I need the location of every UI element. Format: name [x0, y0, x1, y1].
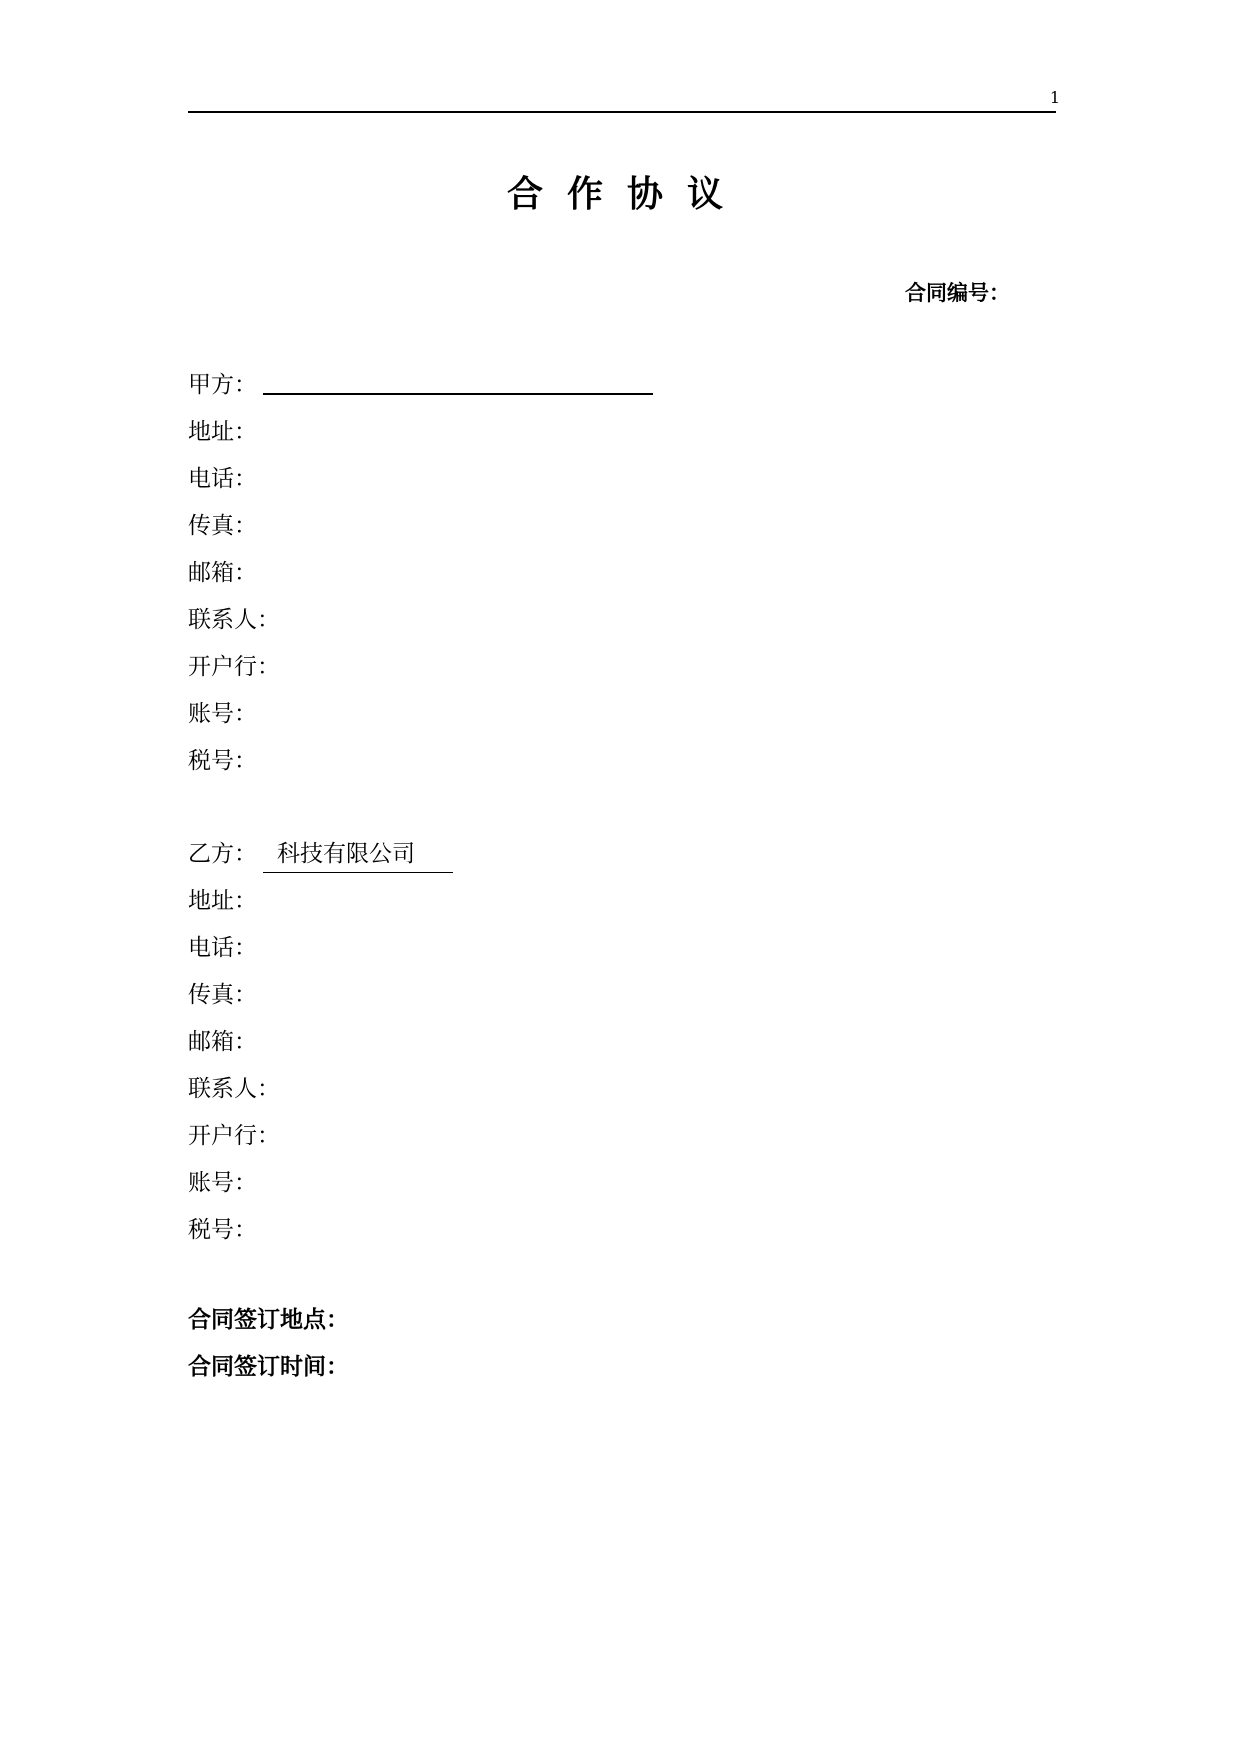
party-b-account-label: 账号： [188, 1170, 257, 1196]
party-b-block [188, 834, 1056, 1257]
party-a-bank-label: 开户行： [188, 654, 280, 680]
signing-place-label: 合同签订地点： [188, 1307, 349, 1333]
party-a-name-blank [263, 365, 653, 395]
party-a-address-label: 地址： [188, 419, 257, 445]
party-b-phone-label: 电话： [188, 935, 257, 961]
party-b-email-label: 邮箱： [188, 1029, 257, 1055]
signing-block [188, 1300, 349, 1394]
header-rule [188, 111, 1056, 113]
party-a-fax-label: 传真： [188, 513, 257, 539]
party-b-name-label: 乙方： [188, 841, 257, 867]
party-a-name-label: 甲方： [188, 372, 257, 398]
contract-number-label: 合同编号： [905, 281, 1010, 305]
page-number: 1 [1049, 88, 1060, 107]
party-a-name-row [188, 365, 1056, 412]
signing-time-label: 合同签订时间： [188, 1354, 349, 1380]
party-a-contact-label: 联系人： [188, 607, 280, 633]
party-a-tax-id-label: 税号： [188, 748, 257, 774]
party-b-tax-id-label: 税号： [188, 1217, 257, 1243]
party-b-bank-label: 开户行： [188, 1123, 280, 1149]
party-b-address-label: 地址： [188, 888, 257, 914]
party-a-email-label: 邮箱： [188, 560, 257, 586]
party-b-name-value: 科技有限公司 [263, 836, 453, 873]
party-b-fax-label: 传真： [188, 982, 257, 1008]
party-a-account-label: 账号： [188, 701, 257, 727]
document-title: 合作协议 [506, 174, 747, 215]
party-a-block [188, 365, 1056, 788]
party-b-contact-label: 联系人： [188, 1076, 280, 1102]
party-b-name-row [188, 834, 1056, 881]
party-a-phone-label: 电话： [188, 466, 257, 492]
